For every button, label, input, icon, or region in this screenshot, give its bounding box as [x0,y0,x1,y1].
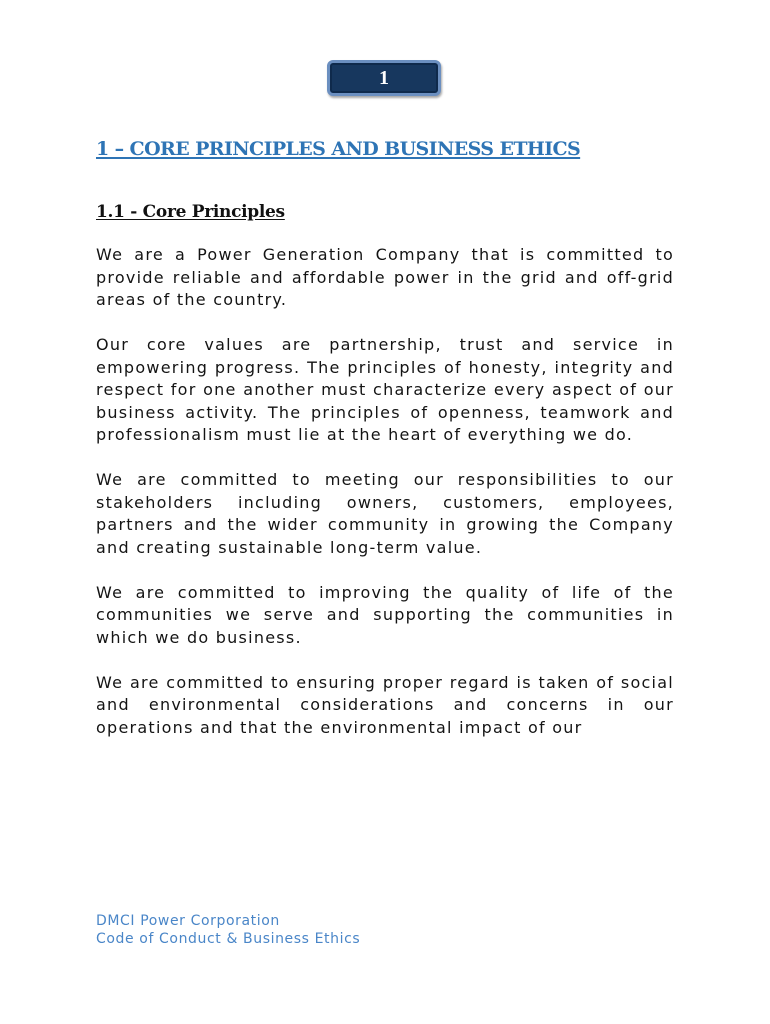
paragraph-stakeholders: We are committed to meeting our responsibilities to our stakeholders including owners, customers, employees, partners and the wider community in growing the Company and creating sustainable long-term value. [96,470,674,557]
section-heading: 1 – CORE PRINCIPLES AND BUSINESS ETHICS [96,138,581,160]
body-text [96,244,674,762]
subsection-heading: 1.1 - Core Principles [96,202,285,222]
footer-document-title: Code of Conduct & Business Ethics [96,930,361,947]
paragraph-company-commitment: We are a Power Generation Company that is committed to provide reliable and affordable power in the grid and off-grid areas of the country. [96,245,674,309]
paragraph-environment: We are committed to ensuring proper regard is taken of social and environmental considerations and concerns in our operations and that the environmental impact of our [96,672,674,737]
page-number-badge: 1 [327,60,441,96]
paragraph-communities: We are committed to improving the quality of life of the communities we serve and supporting the communities in which we do business. [96,582,674,647]
paragraph-core-values: Our core values are partnership, trust and service in empowering progress. The principles of honesty, integrity and respect for one another must characterize every aspect of our business activity. The principles of openness, teamwork and professionalism must lie at the heart of everything we do. [96,335,674,444]
page-footer [96,913,360,948]
footer-company-name: DMCI Power Corporation [96,913,280,929]
